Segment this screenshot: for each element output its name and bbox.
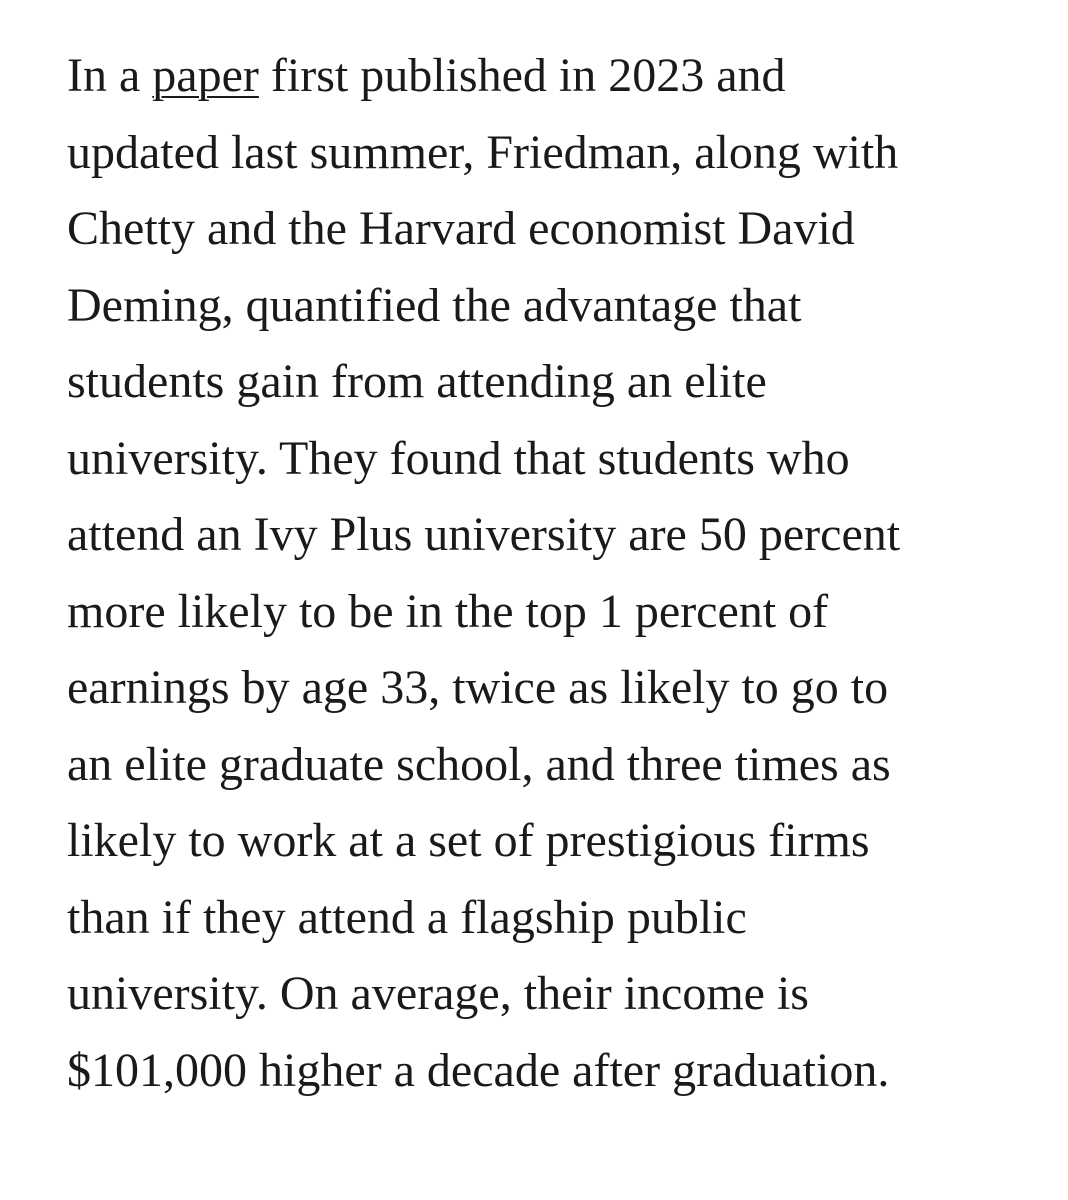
paragraph-line-9: earnings by age 33, twice as likely to go to — [67, 661, 889, 714]
paragraph-line-3: Chetty and the Harvard economist David — [67, 202, 855, 255]
paragraph-line-5: students gain from attending an elite — [67, 355, 767, 408]
article-paragraph — [67, 38, 1057, 1109]
paragraph-line-1 — [67, 38, 1057, 115]
paragraph-line-6: university. They found that students who — [67, 431, 850, 485]
paragraph-line-2: updated last summer, Friedman, along with — [67, 125, 899, 179]
paragraph-line-10: an elite graduate school, and three times as — [67, 737, 891, 791]
paper-link[interactable]: paper — [152, 49, 259, 102]
line-1-before-link: In a — [67, 49, 153, 102]
paragraph-line-11: likely to work at a set of prestigious firms — [67, 814, 870, 867]
paragraph-line-12: than if they attend a flagship public — [67, 890, 747, 944]
line-1-after-link: first published in 2023 and — [258, 49, 786, 102]
paragraph-line-14: $101,000 higher a decade after graduation. — [67, 1043, 890, 1097]
paragraph-line-8: more likely to be in the top 1 percent of — [67, 584, 829, 638]
paragraph-line-4: Deming, quantified the advantage that — [67, 278, 802, 332]
paragraph-line-13: university. On average, their income is — [67, 967, 809, 1020]
paragraph-line-7: attend an Ivy Plus university are 50 percent — [67, 508, 901, 561]
